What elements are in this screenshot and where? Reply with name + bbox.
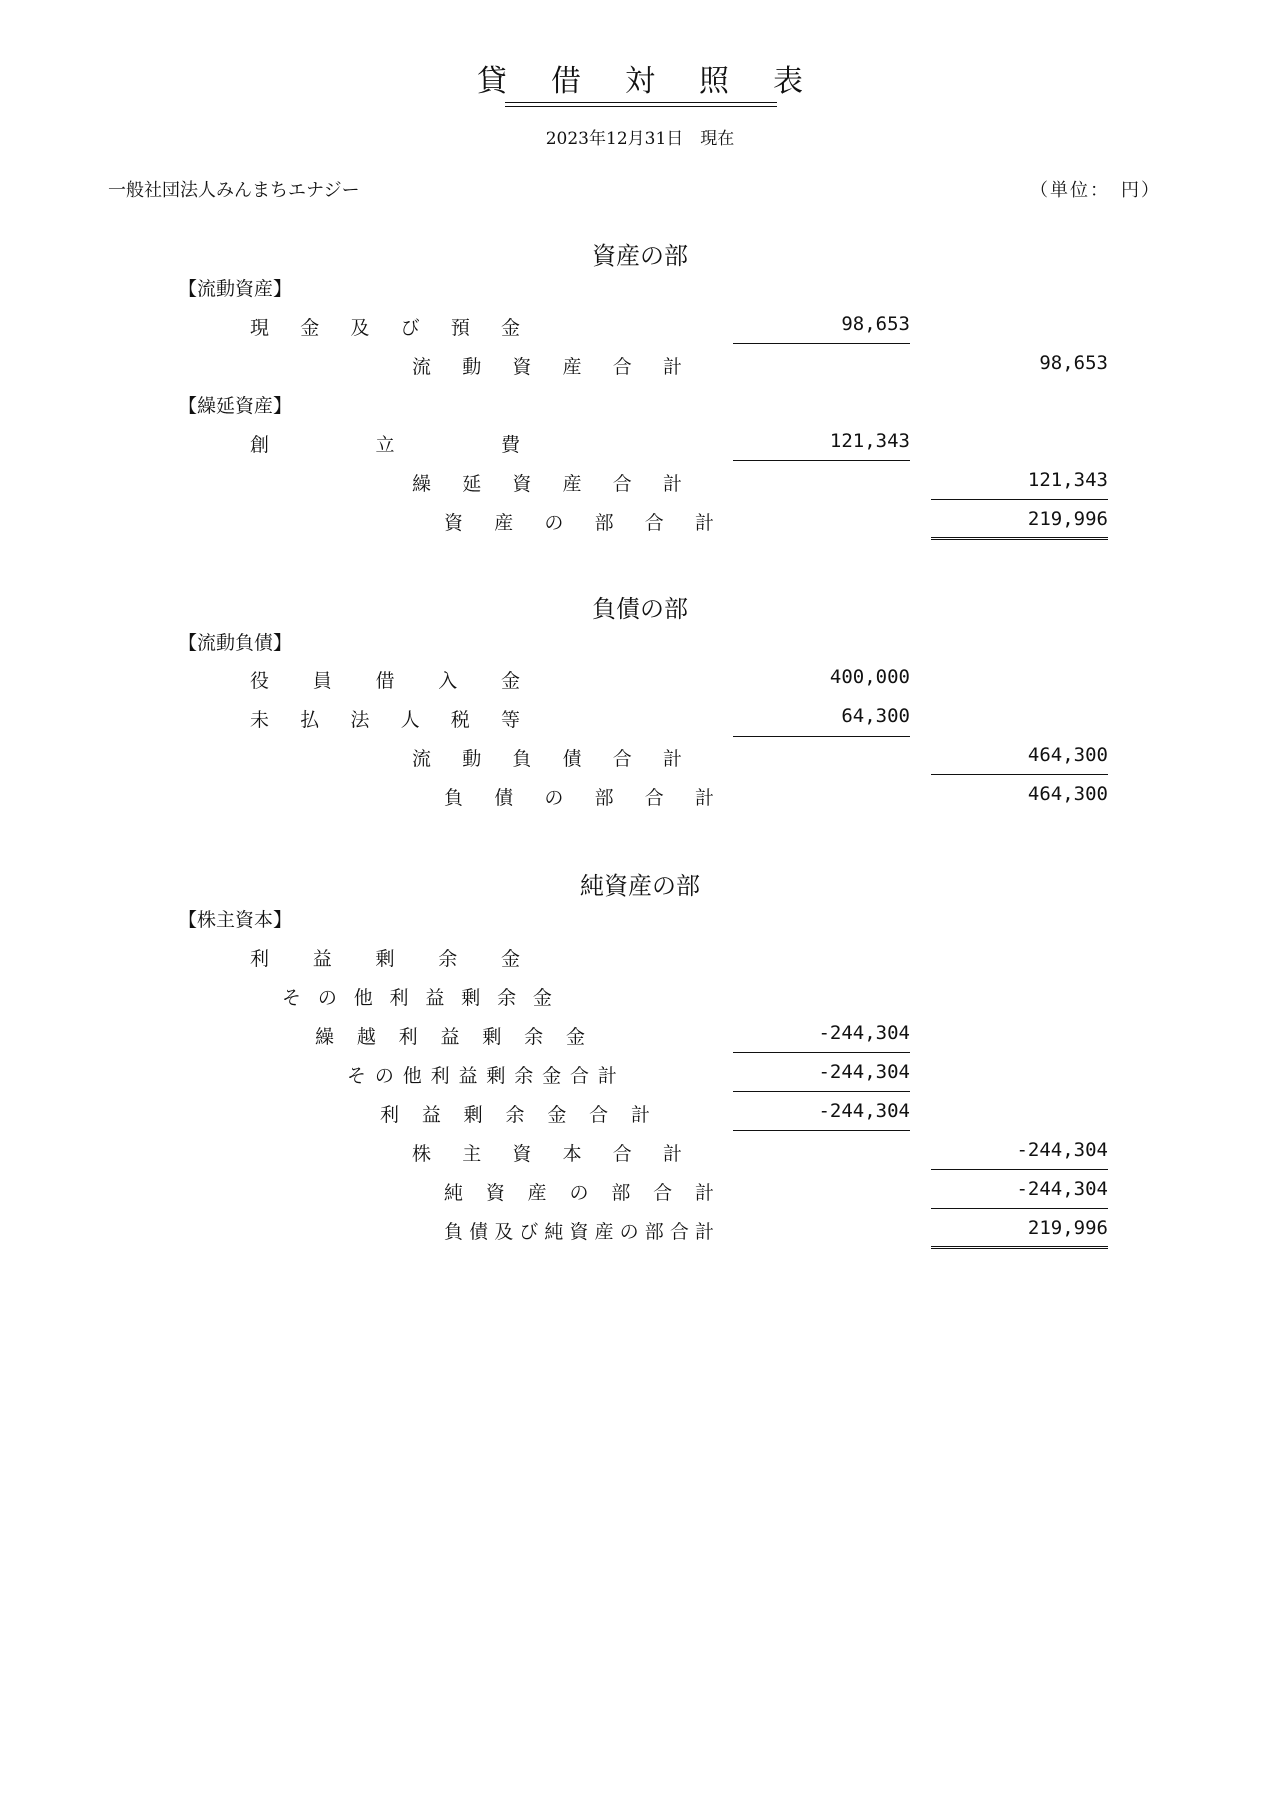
title-char: 貸 [477,64,529,99]
liabilities-total-label: 負 債 の 部 合 計 [444,787,714,809]
other-retained-total-value: -244,304 [818,1061,910,1083]
other-retained-label: そ の 他 利 益 剰 余 金 [282,987,552,1009]
rule [733,1091,910,1092]
net-assets-total-label: 純 資 産 の 部 合 計 [444,1182,714,1204]
grand-total-label: 負 債 及 び 純 資 産 の 部 合 計 [444,1221,714,1243]
retained-earnings-label: 利 益 剰 余 金 [250,948,520,970]
rule [733,460,910,461]
current-liabilities-total-value: 464,300 [1027,744,1108,766]
deferred-assets-total-value: 121,343 [1027,469,1108,491]
title-char: 対 [625,64,677,99]
rule [931,774,1108,775]
rule [931,1208,1108,1209]
title-char: 表 [773,64,825,99]
carried-forward-value: -244,304 [818,1022,910,1044]
rule [733,1052,910,1053]
current-assets-total-value: 98,653 [1039,352,1108,374]
deferred-assets-total-label: 繰 延 資 産 合 計 [412,473,682,495]
retained-total-label: 利 益 剰 余 金 合 計 [380,1104,650,1126]
company-name: 一般社団法人みんまちエナジー [108,180,360,201]
assets-heading: 資産の部 [592,242,688,270]
liabilities-total-value: 464,300 [1027,783,1108,805]
current-assets-total-label: 流 動 資 産 合 計 [412,356,682,378]
cash-label: 現 金 及 び 預 金 [250,317,520,339]
assets-total-value: 219,996 [1027,508,1108,530]
founding-cost-value: 121,343 [829,430,910,452]
assets-total-label: 資 産 の 部 合 計 [444,512,714,534]
rule [931,1169,1108,1170]
liabilities-heading: 負債の部 [592,595,688,623]
current-liabilities-total-label: 流 動 負 債 合 計 [412,748,682,770]
other-retained-total-label: そ の 他 利 益 剰 余 金 合 計 [347,1065,617,1087]
rule [733,736,910,737]
double-rule [931,1246,1108,1249]
officer-loan-value: 400,000 [829,666,910,688]
rule [931,499,1108,500]
title-char: 照 [699,64,751,99]
unit-label: （単位： 円） [1030,180,1161,201]
unpaid-tax-value: 64,300 [841,705,910,727]
unpaid-tax-label: 未 払 法 人 税 等 [250,709,520,731]
grand-total-value: 219,996 [1027,1217,1108,1239]
rule [733,1130,910,1131]
title-char: 借 [551,64,603,99]
officer-loan-label: 役 員 借 入 金 [250,670,520,692]
founding-cost-label: 創 立 費 [250,434,520,456]
net-assets-heading: 純資産の部 [580,872,700,900]
title-underline [505,106,777,107]
equity-category: 【株主資本】 [178,909,293,931]
equity-total-value: -244,304 [1016,1139,1108,1161]
double-rule [931,537,1108,540]
equity-total-label: 株 主 資 本 合 計 [412,1143,682,1165]
document-title [0,64,1280,100]
title-underline [505,102,777,103]
cash-value: 98,653 [841,313,910,335]
retained-total-value: -244,304 [818,1100,910,1122]
carried-forward-label: 繰 越 利 益 剰 余 金 [315,1026,585,1048]
as-of-date: 2023年12月31日 現在 [545,129,735,149]
net-assets-total-value: -244,304 [1016,1178,1108,1200]
rule [733,343,910,344]
current-assets-category: 【流動資産】 [178,278,293,300]
deferred-assets-category: 【繰延資産】 [178,395,293,417]
current-liabilities-category: 【流動負債】 [178,632,293,654]
